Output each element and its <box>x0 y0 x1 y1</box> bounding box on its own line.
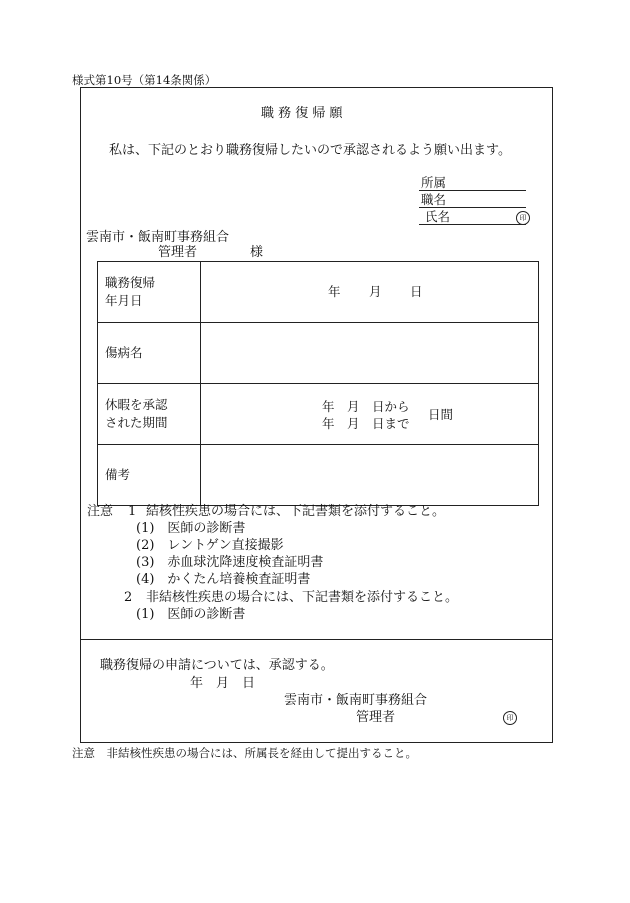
approval-date: 年 月 日 <box>190 676 256 691</box>
affiliation-label: 所属 <box>421 175 447 190</box>
note-2-text: 非結核性疾患の場合には、下記書類を添付すること。 <box>146 590 459 605</box>
addressee-org: 雲南市・飯南町事務組合 <box>86 230 230 245</box>
position-line <box>419 207 526 208</box>
year-unit: 年 <box>328 284 341 299</box>
intro-text: 私は、下記のとおり職務復帰したいので承認されるよう願い出ます。 <box>109 143 511 158</box>
table-row <box>98 262 539 323</box>
approval-org: 雲南市・飯南町事務組合 <box>284 693 428 708</box>
illness-label: 傷病名 <box>98 323 201 384</box>
period-days: 日間 <box>428 407 454 422</box>
name-line <box>419 224 526 225</box>
footer-note: 注意 非結核性疾患の場合には、所属長を経由して提出すること。 <box>72 746 417 760</box>
note-1-text: 結核性疾患の場合には、下記書類を添付すること。 <box>146 504 446 519</box>
notes-title: 注意 <box>87 504 114 519</box>
table-row <box>98 445 539 506</box>
approval-role: 管理者 <box>356 710 396 725</box>
addressee-honorific: 様 <box>250 245 264 260</box>
note-2-sub-1: (1) 医師の診断書 <box>136 607 246 622</box>
application-table <box>97 261 539 506</box>
leave-period-field[interactable] <box>201 384 539 445</box>
illness-field[interactable] <box>201 323 539 384</box>
day-unit: 日 <box>410 284 423 299</box>
remarks-label: 備考 <box>98 445 201 506</box>
return-date-field[interactable] <box>201 262 539 323</box>
return-date-label: 職務復帰 年月日 <box>98 262 201 323</box>
form-number: 様式第10号（第14条関係） <box>72 73 217 87</box>
page-title: 職 務 復 帰 願 <box>261 106 343 121</box>
table-row <box>98 323 539 384</box>
note-1-number: 1 <box>128 504 137 519</box>
position-label: 職名 <box>421 192 447 207</box>
period-to: 年 月 日まで <box>322 416 410 431</box>
approval-text: 職務復帰の申請については、承認する。 <box>100 658 334 673</box>
approval-divider <box>80 639 553 640</box>
name-label: 氏名 <box>425 209 451 224</box>
table-row <box>98 384 539 445</box>
leave-period-label: 休暇を承認 された期間 <box>98 384 201 445</box>
note-2-number: 2 <box>124 590 133 605</box>
applicant-seal-icon: 印 <box>516 211 530 225</box>
approval-seal-icon: 印 <box>503 711 517 725</box>
remarks-field[interactable] <box>201 445 539 506</box>
note-1-sub-2: (2) レントゲン直接撮影 <box>136 538 284 553</box>
month-unit: 月 <box>369 284 382 299</box>
period-from: 年 月 日から <box>322 399 410 414</box>
note-1-sub-1: (1) 医師の診断書 <box>136 521 246 536</box>
note-1-sub-4: (4) かくたん培養検査証明書 <box>136 572 311 587</box>
note-1-sub-3: (3) 赤血球沈降速度検査証明書 <box>136 555 324 570</box>
addressee-role: 管理者 <box>158 245 198 260</box>
affiliation-line <box>419 190 526 191</box>
